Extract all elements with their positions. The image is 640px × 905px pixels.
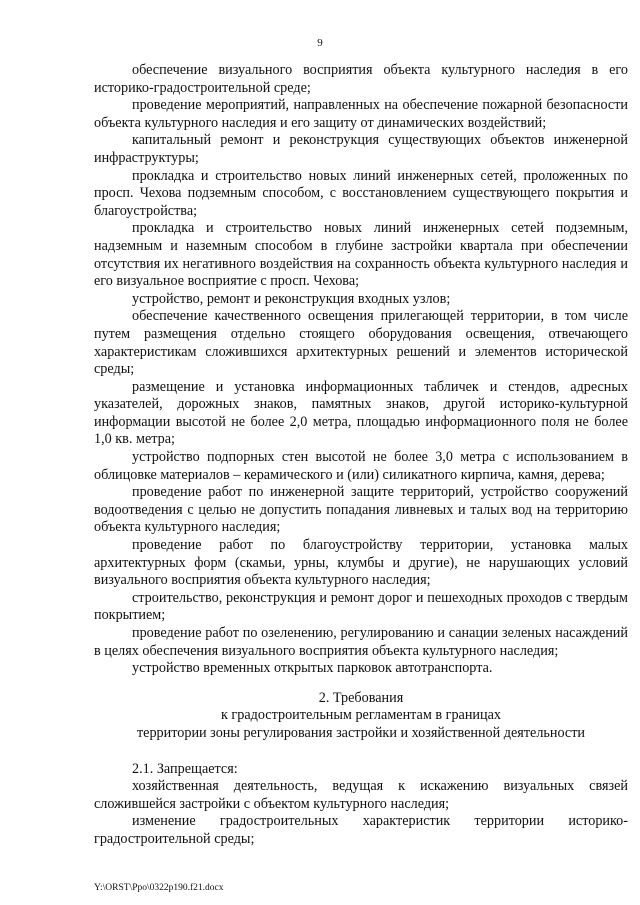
spacer: [94, 743, 628, 761]
paragraph: обеспечение качественного освещения прилегающей территории, в том числе путем размещения отдельно стоящего оборудования освещения, отвечающего характеристикам сложившихся архитектурных решений и элементов исторической среды;: [94, 308, 628, 378]
paragraph: прокладка и строительство новых линий инженерных сетей, проложенных по просп. Чехова подземным способом, с восстановлением существующего покрытия и благоустройства;: [94, 167, 628, 219]
paragraph: проведение работ по инженерной защите территорий, устройство сооружений водоотведения с целью не допустить попадания ливневых и талых вод на территорию объекта культурного наследия;: [94, 484, 628, 536]
subsection-title: 2.1. Запрещается:: [132, 760, 238, 777]
paragraph: изменение градостроительных характеристик территории историко-градостроительной среды;: [94, 813, 628, 847]
document-body: [94, 62, 628, 849]
paragraph: устройство подпорных стен высотой не более 3,0 метра с использованием в облицовке материалов – керамического и (или) силикатного кирпича, камня, дерева;: [94, 449, 628, 483]
paragraph: хозяйственная деятельность, ведущая к искажению визуальных связей сложившейся застройки с объектом культурного наследия;: [94, 778, 628, 812]
page-number: 9: [317, 37, 323, 49]
paragraph: устройство временных открытых парковок автотранспорта.: [132, 660, 493, 677]
paragraph: проведение работ по озеленению, регулированию и санации зеленых насаждений в целях обеспечения визуального восприятия объекта культурного наследия;: [94, 625, 628, 659]
paragraph: строительство, реконструкция и ремонт дорог и пешеходных проходов с твердым покрытием;: [94, 589, 628, 624]
spacer: [94, 678, 628, 690]
paragraph: устройство, ремонт и реконструкция входных узлов;: [132, 290, 451, 307]
paragraph: капитальный ремонт и реконструкция существующих объектов инженерной инфраструктуры;: [94, 132, 628, 166]
paragraph: размещение и установка информационных табличек и стендов, адресных указателей, дорожных знаков, памятных знаков, другой историко-культурной информации высотой не более 2,0 метра, площадью информационного поля не более 1,0 кв. метра;: [94, 378, 628, 448]
section-heading-line: к градостроительным регламентам в границах: [220, 707, 502, 724]
paragraph: прокладка и строительство новых линий инженерных сетей подземным, надземным и наземным способом в глубине застройки квартала при обеспечении отсутствия их негативного воздействия на сохранность объекта культурного наследия и его визуальное восприятие с просп. Чехова;: [94, 220, 628, 290]
paragraph: проведение мероприятий, направленных на обеспечение пожарной безопасности объекта культурного наследия и его защиту от динамических воздействий;: [94, 97, 628, 131]
section-heading-number: 2. Требования: [318, 689, 404, 706]
paragraph: проведение работ по благоустройству территории, установка малых архитектурных форм (скамьи, урны, клумбы и другие), не нарушающих условий визуального восприятия объекта культурного наследия;: [94, 537, 628, 589]
section-heading-line: территории зоны регулирования застройки и хозяйственной деятельности: [136, 724, 586, 741]
footer-file-path: Y:\ORST\Ppo\0322p190.f21.docx: [94, 883, 224, 893]
paragraph: обеспечение визуального восприятия объекта культурного наследия в его историко-градостроительной среде;: [94, 62, 628, 96]
